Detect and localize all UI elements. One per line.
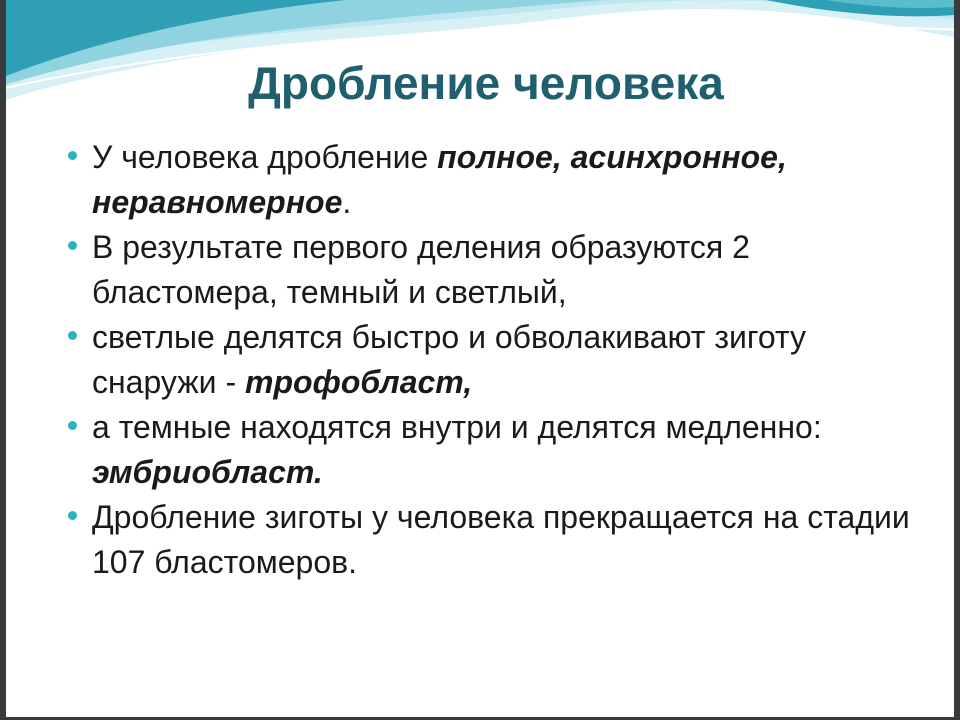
list-item xyxy=(68,405,928,495)
bullet-emphasis: полное, асинхронное, неравномерное xyxy=(92,139,787,220)
bullet-dot-icon xyxy=(68,331,77,340)
bullet-text: У человека дробление xyxy=(92,139,438,175)
bullet-dot-icon xyxy=(68,421,77,430)
bullet-dot-icon xyxy=(68,511,77,520)
bullet-list xyxy=(68,135,928,585)
bullet-text: светлые делятся быстро и обволакивают зиготу снаружи - xyxy=(92,319,806,400)
bullet-text: а темные находятся внутри и делятся медленно: xyxy=(92,409,822,445)
list-item xyxy=(68,135,928,225)
slide-title: Дробление человека xyxy=(248,57,724,109)
bullet-text: Дробление зиготы у человека прекращается на стадии 107 бластомеров. xyxy=(92,499,910,580)
bullet-dot-icon xyxy=(68,151,77,160)
list-item xyxy=(68,495,928,585)
bullet-emphasis: эмбриобласт. xyxy=(92,454,323,490)
list-item xyxy=(68,225,928,315)
bullet-text: В результате первого деления образуются 2 бластомера, темный и светлый, xyxy=(92,229,750,310)
list-item xyxy=(68,315,928,405)
bullet-suffix: . xyxy=(342,184,352,220)
bullet-emphasis: трофобласт, xyxy=(244,364,473,400)
bullet-dot-icon xyxy=(68,241,77,250)
